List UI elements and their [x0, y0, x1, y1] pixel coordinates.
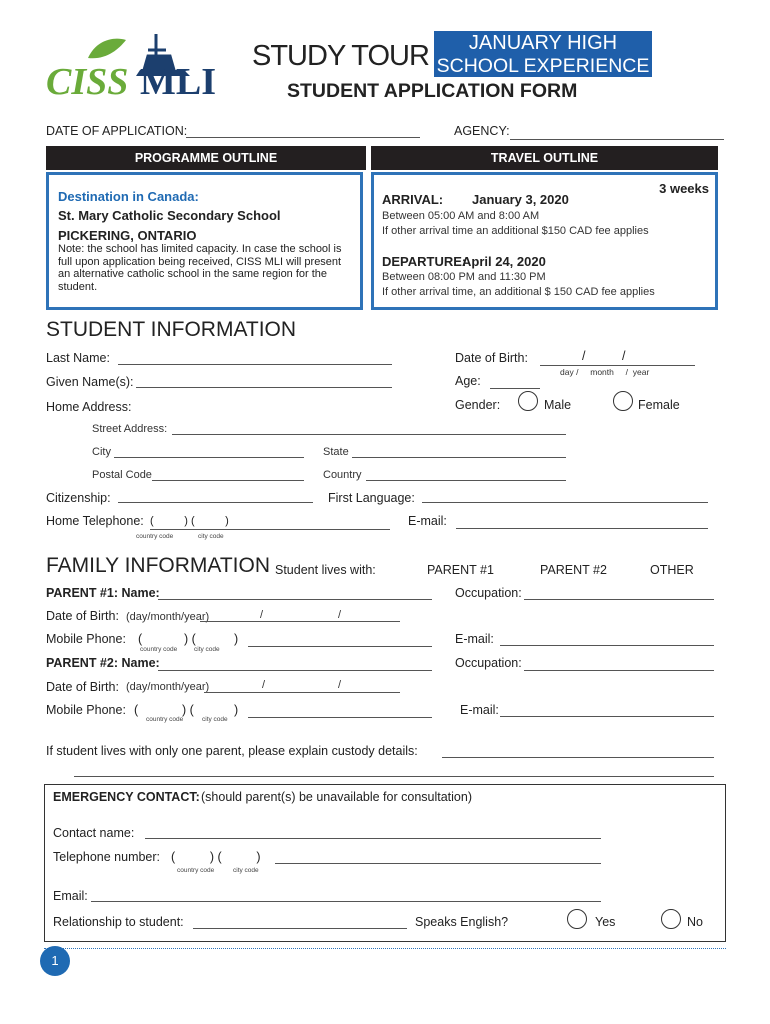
given-names-field[interactable] [136, 387, 392, 388]
logo-ciss-text: CISS [46, 61, 129, 103]
speaks-english-yes-radio[interactable] [567, 909, 587, 929]
footer-rule [44, 948, 726, 949]
departure-fee: If other arrival time, an additional $ 150 CAD fee applies [382, 286, 655, 298]
agency-label: AGENCY: [454, 124, 510, 138]
lives-with-other-option[interactable]: OTHER [650, 563, 694, 577]
emergency-contact-box [44, 784, 726, 942]
parent2-city-code-hint: city code [202, 716, 228, 723]
capacity-note: Note: the school has limited capacity. In case the school is full upon application being received, CISS MLI will present an alternative catholic school in the same region for the student. [58, 243, 342, 293]
citizenship-label: Citizenship: [46, 491, 111, 505]
arrival-fee: If other arrival time an additional $150 CAD fee applies [382, 225, 649, 237]
programme-outline-box [46, 172, 363, 310]
parent1-occupation-label: Occupation: [455, 586, 522, 600]
parent1-dob-sep-1: / [260, 609, 264, 621]
last-name-field[interactable] [118, 364, 392, 365]
date-of-application-label: DATE OF APPLICATION: [46, 124, 188, 138]
postal-code-label: Postal Code [92, 469, 152, 481]
parent1-dob-field[interactable] [200, 621, 400, 622]
city-field[interactable] [114, 457, 304, 458]
parent1-name-field[interactable] [158, 599, 432, 600]
emergency-city-code-hint: city code [233, 867, 259, 874]
programme-outline-bar: PROGRAMME OUTLINE [46, 146, 366, 170]
arrival-date: January 3, 2020 [472, 192, 569, 207]
emergency-email-field[interactable] [91, 901, 601, 902]
page-number-badge [40, 946, 70, 976]
family-information-heading: FAMILY INFORMATION [46, 554, 271, 577]
parent2-country-code-hint: country code [146, 716, 184, 723]
destination-label: Destination in Canada: [58, 189, 199, 204]
gender-male-label: Male [544, 398, 572, 412]
student-email-field[interactable] [456, 528, 708, 529]
emergency-contact-label: EMERGENCY CONTACT: [53, 790, 200, 804]
parent2-occupation-field[interactable] [524, 670, 714, 671]
street-address-field[interactable] [172, 434, 566, 435]
home-address-label: Home Address: [46, 400, 132, 414]
contact-name-label: Contact name: [53, 826, 135, 840]
age-field[interactable] [490, 388, 540, 389]
lives-with-label: Student lives with: [275, 563, 376, 577]
program-badge [434, 31, 652, 77]
given-names-label: Given Name(s): [46, 375, 134, 389]
school-city: PICKERING, ONTARIO [58, 228, 197, 243]
parent2-dob-sep-1: / [262, 679, 266, 691]
parent1-dob-label: Date of Birth: [46, 609, 119, 623]
ciss-mli-logo [44, 30, 224, 102]
parent1-dob-sep-2: / [338, 609, 342, 621]
date-of-application-field[interactable] [186, 137, 420, 138]
parent2-dob-field[interactable] [204, 692, 400, 693]
telephone-number-parens: ( ) ( ) [171, 850, 261, 864]
state-field[interactable] [352, 457, 566, 458]
telephone-number-label: Telephone number: [53, 850, 161, 864]
emergency-email-label: Email: [53, 889, 88, 903]
parent1-city-code-hint: city code [194, 646, 220, 653]
custody-details-field-2[interactable] [74, 776, 714, 777]
state-label: State [323, 446, 349, 458]
parent2-name-field[interactable] [158, 670, 432, 671]
dob-label: Date of Birth: [455, 351, 528, 365]
parent1-mobile-field[interactable] [248, 646, 432, 647]
speaks-english-label: Speaks English? [415, 915, 509, 929]
study-tour-title: STUDY TOUR [252, 40, 429, 72]
dob-separator-2: / [622, 349, 626, 363]
speaks-english-no-label: No [687, 915, 703, 929]
emergency-country-code-hint: country code [177, 867, 215, 874]
dob-field[interactable] [540, 365, 695, 366]
parent2-dob-sep-2: / [338, 679, 342, 691]
parent1-email-field[interactable] [500, 645, 714, 646]
relationship-field[interactable] [193, 928, 407, 929]
emergency-contact-note: (should parent(s) be unavailable for consultation) [201, 790, 472, 804]
home-tel-city-code-hint: city code [198, 533, 224, 540]
home-telephone-field[interactable] [150, 529, 390, 530]
relationship-label: Relationship to student: [53, 915, 184, 929]
student-email-label: E-mail: [408, 514, 447, 528]
custody-details-label: If student lives with only one parent, please explain custody details: [46, 744, 418, 758]
school-name: St. Mary Catholic Secondary School [58, 208, 281, 223]
parent1-country-code-hint: country code [140, 646, 178, 653]
travel-outline-box [371, 172, 718, 310]
parent2-dob-hint: (day/month/year) [126, 681, 210, 693]
badge-line-1: JANUARY HIGH [468, 32, 618, 54]
duration: 3 weeks [659, 181, 709, 196]
travel-outline-bar: TRAVEL OUTLINE [371, 146, 718, 170]
home-telephone-label: Home Telephone: [46, 514, 144, 528]
gender-male-radio[interactable] [518, 391, 538, 411]
lives-with-parent1-option[interactable]: PARENT #1 [427, 563, 494, 577]
parent2-email-label: E-mail: [460, 703, 499, 717]
student-information-heading: STUDENT INFORMATION [46, 318, 297, 341]
arrival-label: ARRIVAL: [382, 192, 444, 207]
departure-time: Between 08:00 PM and 11:30 PM [382, 271, 546, 283]
lives-with-parent2-option[interactable]: PARENT #2 [540, 563, 607, 577]
age-label: Age: [455, 374, 481, 388]
postal-code-field[interactable] [152, 480, 304, 481]
parent1-dob-hint: (day/month/year) [126, 611, 210, 623]
gender-female-radio[interactable] [613, 391, 633, 411]
badge-line-2: SCHOOL EXPERIENCE [436, 55, 650, 77]
parent2-mobile-paren-open: ( [134, 703, 139, 717]
first-language-label: First Language: [328, 491, 415, 505]
parent2-dob-label: Date of Birth: [46, 680, 119, 694]
parent2-mobile-field[interactable] [248, 717, 432, 718]
last-name-label: Last Name: [46, 351, 110, 365]
parent2-mobile-paren-close: ) [234, 703, 239, 717]
logo-mli-text: MLI [140, 61, 216, 103]
parent2-email-field[interactable] [500, 716, 714, 717]
country-label: Country [323, 469, 362, 481]
speaks-english-yes-label: Yes [595, 915, 616, 929]
agency-field[interactable] [510, 139, 724, 140]
parent2-mobile-label: Mobile Phone: [46, 703, 126, 717]
gender-label: Gender: [455, 398, 501, 412]
citizenship-field[interactable] [118, 502, 313, 503]
speaks-english-no-radio[interactable] [661, 909, 681, 929]
departure-date: April 24, 2020 [462, 254, 546, 269]
parent1-mobile-paren-mid: ) ( [184, 632, 196, 646]
form-title: STUDENT APPLICATION FORM [287, 80, 578, 102]
departure-label: DEPARTURE: [382, 254, 467, 269]
parent1-mobile-label: Mobile Phone: [46, 632, 126, 646]
arrival-time: Between 05:00 AM and 8:00 AM [382, 210, 540, 222]
first-language-field[interactable] [422, 502, 708, 503]
parent2-name-label: PARENT #2: Name: [46, 656, 160, 670]
parent1-mobile-paren-open: ( [138, 632, 143, 646]
parent1-name-label: PARENT #1: Name: [46, 586, 160, 600]
dob-separator-1: / [582, 349, 586, 363]
city-label: City [92, 446, 111, 458]
page-number: 1 [51, 953, 59, 968]
custody-details-field-1[interactable] [442, 757, 714, 758]
parent2-mobile-paren-mid: ) ( [182, 703, 194, 717]
contact-name-field[interactable] [145, 838, 601, 839]
parent1-occupation-field[interactable] [524, 599, 714, 600]
dob-hint: day / month / year [560, 367, 650, 377]
telephone-number-field[interactable] [275, 863, 601, 864]
parent1-email-label: E-mail: [455, 632, 494, 646]
parent1-mobile-paren-close: ) [234, 632, 239, 646]
gender-female-label: Female [638, 398, 680, 412]
street-address-label: Street Address: [92, 423, 168, 435]
home-tel-country-code-hint: country code [136, 533, 174, 540]
country-field[interactable] [366, 480, 566, 481]
home-telephone-parens: ( ) ( ) [150, 515, 229, 527]
parent2-occupation-label: Occupation: [455, 656, 522, 670]
